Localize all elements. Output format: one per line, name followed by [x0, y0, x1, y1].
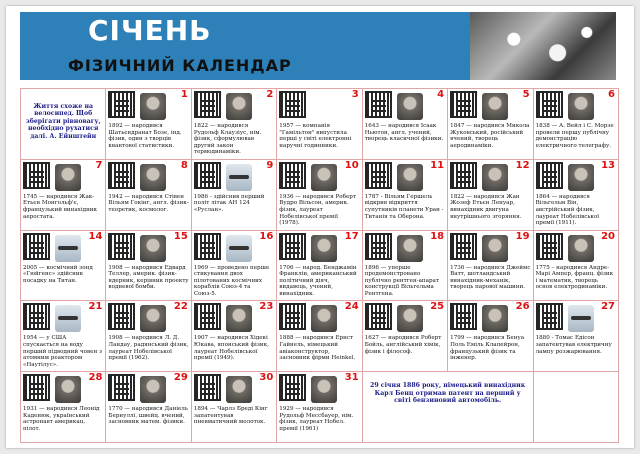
day-number: 27 [601, 301, 615, 313]
day-text: 1888 — народився Ернст Гайнель, німецький авіаконструктор, засновник фірми Heinkel. [279, 335, 356, 362]
day-cell [534, 301, 619, 372]
qr-code-icon[interactable] [536, 303, 563, 330]
day-text: 1787 - Вільям Гершель відкрив відкриття супутників планети Уран - Титанія та Оберона. [364, 193, 444, 220]
qr-code-icon[interactable] [108, 303, 135, 330]
day-cell [277, 160, 362, 231]
page-title: СІЧЕНЬ [88, 14, 212, 47]
day-cell [363, 160, 448, 231]
portrait-photo [226, 305, 252, 332]
day-number: 24 [344, 301, 359, 313]
portrait-photo [568, 235, 594, 262]
empty-cell [534, 372, 619, 443]
day-text: 1957 — компанія "Гамільтон" випустила перші у світі електронні наручні годинники. [279, 123, 352, 149]
day-text: 1931 — народився Леонід Каденюк, український астронавт америкац. пілот. [23, 406, 100, 432]
qr-code-icon[interactable] [536, 233, 563, 260]
day-number: 29 [173, 372, 188, 384]
qr-code-icon[interactable] [194, 91, 221, 118]
day-text: 1745 — народився Жак-Етьєн Монгольф'є, французький винахідник аеростата. [23, 193, 98, 220]
portrait-photo [482, 235, 508, 262]
day-number: 14 [88, 230, 103, 242]
day-cell [448, 301, 533, 372]
qr-code-icon[interactable] [194, 303, 221, 330]
portrait-photo [140, 93, 166, 120]
day-cell [277, 231, 362, 302]
airplane-photo [226, 164, 252, 191]
day-cell [192, 231, 277, 302]
day-text: 1986 - здійснив перший політ літак АН 124 «Руслан». [193, 193, 265, 213]
day-cell [106, 160, 191, 231]
portrait-photo [397, 164, 423, 191]
day-text: 1770 — народився Даніель Бернуллі, швейц. вчений, засновник матем. фізики. [108, 406, 188, 426]
day-cell [192, 301, 277, 372]
day-cell [106, 89, 191, 160]
day-text: 1627 — народився Роберт Бойль, англійський хімік, фізик і філософ. [364, 335, 442, 355]
portrait-photo [140, 164, 166, 191]
day-cell [21, 372, 106, 443]
day-cell [363, 301, 448, 372]
day-number: 20 [601, 230, 615, 242]
qr-code-icon[interactable] [194, 233, 221, 260]
qr-code-icon[interactable] [279, 91, 306, 118]
day-cell [106, 301, 191, 372]
day-cell [277, 89, 362, 160]
day-number: 30 [259, 372, 274, 384]
qr-code-icon[interactable] [279, 162, 306, 189]
portrait-photo [482, 93, 508, 120]
day-number: 8 [180, 159, 188, 171]
quote-cell [21, 89, 106, 160]
calendar-page [6, 6, 634, 448]
day-cell [192, 89, 277, 160]
lamp-photo [568, 305, 594, 332]
benz-note: 29 січня 1886 року, німецький винахідник Карл Бенц отримав патент на перший у світі бензиновий автомобіль. [370, 382, 526, 404]
portrait-photo [311, 235, 337, 262]
day-number: 9 [266, 159, 274, 171]
day-number: 26 [515, 301, 530, 313]
day-number: 7 [95, 159, 103, 171]
day-text: 1896 — уперше продемонстровано публічно рентген-апарат конструкції Вільгельма Рентгена. [364, 264, 439, 297]
day-number: 2 [266, 89, 274, 100]
day-text: 1894 — Чарлз Бреді Кінг запатентував пневматичний молоток. [193, 406, 268, 426]
xray-photo [397, 235, 423, 262]
day-number: 1 [180, 89, 188, 100]
qr-code-icon[interactable] [279, 233, 306, 260]
day-text: 1643 — народився Ісаак Ньютон, англ. учений, творець класичної фізики. [364, 123, 444, 143]
qr-code-icon[interactable] [194, 374, 221, 401]
qr-code-icon[interactable] [23, 303, 50, 330]
day-text: 1822 — народився Рудольф Клаузіус, нім. фізик, сформулював другий закон термодинаміки. [193, 123, 262, 156]
day-number: 16 [259, 230, 274, 242]
portrait-photo [482, 164, 508, 191]
day-text: 2005 — космічний зонд «Гюйгенс» здійснив посадку на Титан. [23, 264, 93, 284]
day-cell [363, 231, 448, 302]
day-cell [106, 231, 191, 302]
day-number: 3 [351, 89, 359, 100]
qr-code-icon[interactable] [450, 91, 477, 118]
day-text: 1929 — народився Рудольф Мессбауер, нім. фізик, лауреат Нобел. премії (1961) [279, 406, 354, 432]
day-number: 28 [88, 372, 103, 384]
qr-code-icon[interactable] [108, 91, 135, 118]
qr-code-icon[interactable] [108, 374, 135, 401]
day-number: 23 [259, 301, 274, 313]
day-number: 11 [430, 159, 445, 171]
day-cell [192, 372, 277, 443]
day-number: 5 [522, 89, 530, 100]
portrait-photo [226, 93, 252, 120]
portrait-photo [311, 164, 337, 191]
day-cell [534, 231, 619, 302]
day-cell [21, 231, 106, 302]
qr-code-icon[interactable] [365, 162, 392, 189]
day-text: 1954 — у США спускається на воду перший підводний човен з атомним реактором «Наутілус». [23, 335, 103, 368]
day-cell [363, 89, 448, 160]
qr-code-icon[interactable] [365, 91, 392, 118]
day-text: 1908 — народився Л. Д. Ландау, радянський фізик, лауреат Нобелівської премії (1962). [108, 335, 189, 362]
day-text: 1864 — народився Вільгельм Він, австрійський фізик, лауреат Нобелівської премії (1911). [535, 193, 600, 227]
day-text: 1942 — народився Стівен Вільям Гокінг, англ. фізик-теоретик, космолог. [108, 193, 189, 213]
day-text: 1969 — проведено перше стикування двох пілотованих космічних кораблів Союз-4 та Союз-5. [193, 264, 270, 297]
day-number: 31 [344, 372, 359, 384]
submarine-photo [55, 305, 81, 332]
day-number: 13 [601, 159, 615, 171]
day-cell [106, 372, 191, 443]
portrait-photo [397, 305, 423, 332]
day-text: 1822 — народився Жан Жозеф Етьєн Ленуар, винахідник двигуна внутрішнього згоряння. [450, 193, 522, 220]
day-cell [21, 301, 106, 372]
portrait-photo [311, 376, 337, 403]
day-number: 21 [88, 301, 103, 313]
day-number: 4 [437, 89, 445, 100]
day-cell [534, 89, 619, 160]
day-text: 1706 — народ. Бенджамін Франклін, американський політичний діяч, видавець, учений, винахідник. [279, 264, 357, 297]
portrait-photo [140, 305, 166, 332]
day-text: 1847 — народився Микола Жуковський, російський вчений, творець аеродинаміки. [450, 123, 530, 149]
portrait-photo [311, 305, 337, 332]
day-cell [448, 231, 533, 302]
day-text: 1736 — народився Джеймс Ватт, шотландський винахідник-механік, творець парової машини. [450, 264, 531, 291]
probe-photo [55, 235, 81, 262]
day-number: 10 [344, 159, 359, 171]
day-number: 18 [430, 230, 445, 242]
qr-code-icon[interactable] [365, 303, 392, 330]
day-cell [192, 160, 277, 231]
day-number: 25 [430, 301, 445, 313]
day-text: 1936 — народився Роберт Вудро Вільсон, америк. фізик, лауреат Нобелівської премії (1978). [279, 193, 356, 227]
day-text: 1907 — народився Хідекі Юкава, японський фізик, лауреат Нобелівської премії (1949). [193, 335, 269, 362]
portrait-photo [568, 93, 594, 120]
day-number: 6 [608, 89, 615, 100]
qr-code-icon[interactable] [536, 91, 563, 118]
day-cell [534, 160, 619, 231]
portrait-photo [55, 164, 81, 191]
qr-code-icon[interactable] [23, 374, 50, 401]
portrait-photo [140, 376, 166, 403]
day-cell [277, 301, 362, 372]
qr-code-icon[interactable] [23, 162, 50, 189]
qr-code-icon[interactable] [194, 162, 221, 189]
day-text: 1838 — А. Вейл і С. Морзе провели першу публічну демонстрацію електричного телеграфу. [535, 123, 614, 149]
portrait-photo [226, 376, 252, 403]
day-text: 1880 - Томас Едісон запатентував електричну лампу розжарювання. [535, 335, 612, 355]
qr-code-icon[interactable] [279, 303, 306, 330]
portrait-photo [482, 305, 508, 332]
qr-code-icon[interactable] [365, 233, 392, 260]
winter-photo [470, 12, 616, 80]
qr-code-icon[interactable] [108, 162, 135, 189]
qr-code-icon[interactable] [536, 162, 563, 189]
spacecraft-photo [226, 235, 252, 262]
header-banner [20, 12, 616, 80]
portrait-photo [140, 235, 166, 262]
day-number: 15 [173, 230, 188, 242]
qr-code-icon[interactable] [450, 162, 477, 189]
day-cell [21, 160, 106, 231]
day-cell [448, 89, 533, 160]
qr-code-icon[interactable] [108, 233, 135, 260]
portrait-photo [568, 164, 594, 191]
note-cell [363, 372, 534, 443]
day-cell [277, 372, 362, 443]
day-text: 1892 — народився Шатьєндранат Бозе, інд. фізик, один з творців квантової статистики. [108, 123, 182, 149]
qr-code-icon[interactable] [279, 374, 306, 401]
portrait-photo [397, 93, 423, 120]
einstein-quote: Життя схоже на велосипед. Щоб зберігати рівновагу, необхідно рухатися далі. А. Ейнштейн [25, 103, 101, 140]
page-subtitle: ФІЗИЧНИЙ КАЛЕНДАР [68, 56, 292, 75]
day-text: 1908 — народився Едвард Теллер, америк. фізик-ядерник, керівник проекту водневої бомби. [108, 264, 189, 291]
qr-code-icon[interactable] [450, 303, 477, 330]
portrait-photo [55, 376, 81, 403]
day-number: 17 [344, 230, 359, 242]
day-number: 12 [515, 159, 530, 171]
day-text: 1775 – народився Андре-Марі Ампер, франц. фізик і математик, творець основ електродинаміки. [535, 264, 614, 291]
calendar-grid [20, 88, 619, 443]
qr-code-icon[interactable] [450, 233, 477, 260]
day-number: 19 [515, 230, 530, 242]
day-number: 22 [173, 301, 188, 313]
qr-code-icon[interactable] [23, 233, 50, 260]
day-text: 1799 — народився Бенуа Поль Еміль Клапейрон, французький фізик та інженер. [450, 335, 525, 362]
day-cell [448, 160, 533, 231]
